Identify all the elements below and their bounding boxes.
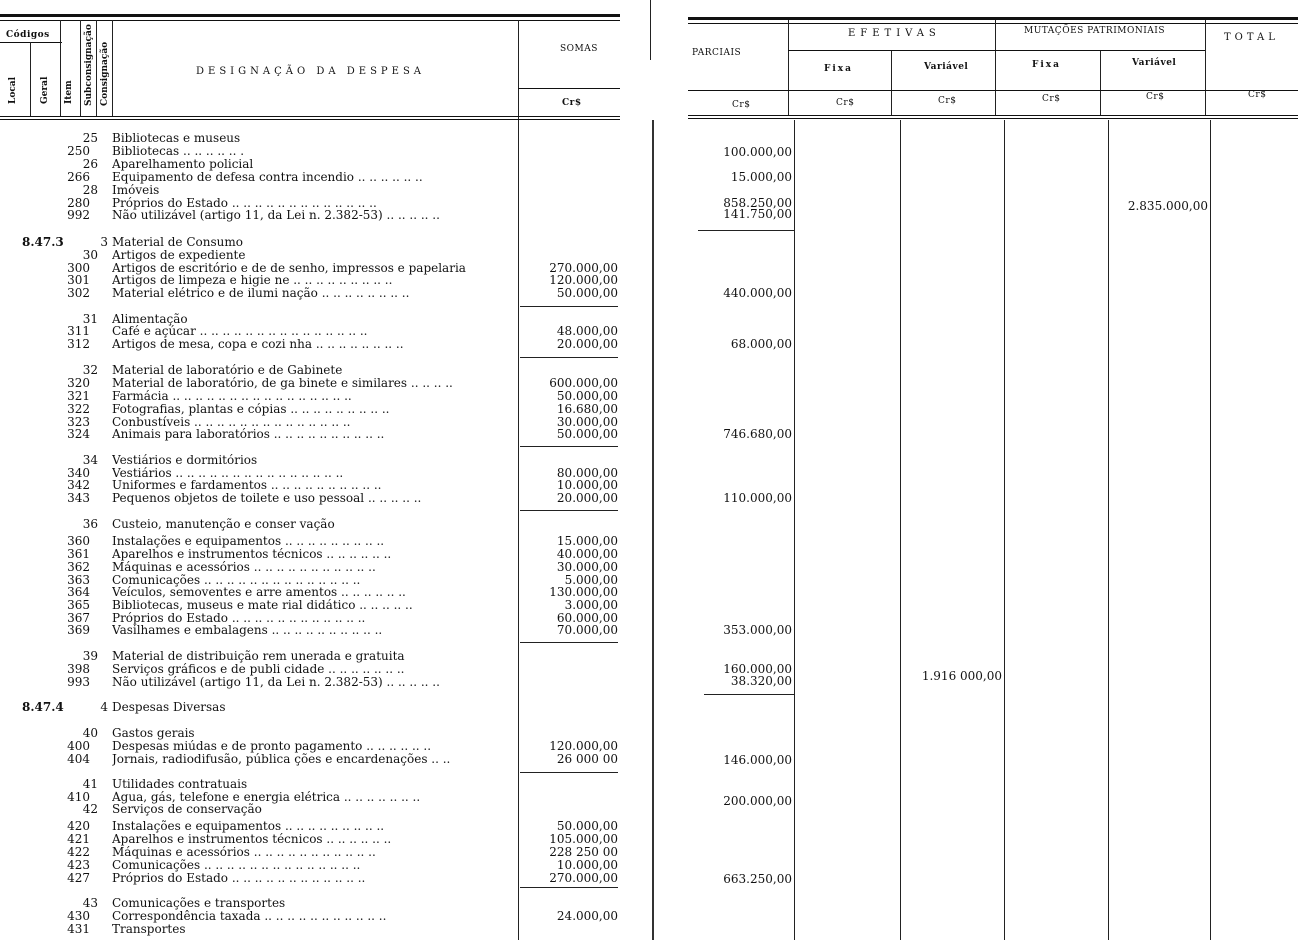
geral-code: 422 [67, 845, 90, 859]
item-header: Item [64, 80, 74, 104]
soma-value: 26 000 00 [556, 752, 618, 766]
col-sep-2 [60, 20, 61, 116]
expense-description: Serviços de conservação [112, 803, 262, 816]
soma-value: 30.000,00 [556, 415, 618, 429]
table-row [0, 624, 622, 637]
top-rule-thin [0, 20, 620, 21]
col-sep-5 [112, 20, 113, 116]
variavel-header-2: Variável [1132, 58, 1177, 68]
r-header-bottom [688, 115, 1298, 116]
geral-code: 39 [82, 649, 98, 663]
table-row [0, 158, 622, 171]
geral-code: 41 [82, 777, 98, 791]
geral-code: 26 [82, 157, 98, 171]
expense-description: Bibliotecas e museus [112, 132, 241, 145]
left-currency: Cr$ [562, 98, 582, 108]
table-row [0, 249, 622, 262]
r-body-sep-2 [900, 120, 901, 940]
local-code: 8.47.3 [22, 235, 64, 249]
geral-code: 400 [67, 739, 90, 753]
table-row [0, 650, 622, 663]
expense-description: Máquinas e acessórios .. .. .. .. .. .. .. .. .. .. .. [112, 846, 376, 859]
r-sep-4 [891, 50, 892, 116]
subtotal-rule-3 [520, 446, 618, 447]
soma-value: 50.000,00 [556, 427, 618, 441]
currency-rule [688, 90, 1298, 91]
geral-code: 410 [67, 790, 90, 804]
geral-header: Geral [40, 76, 50, 104]
consignacao-header: Consignação [100, 41, 110, 106]
expense-description: Vasilhames e embalagens .. .. .. .. .. .. .. .. .. .. [112, 624, 383, 637]
soma-value: 270.000,00 [549, 261, 618, 275]
table-row [0, 803, 622, 816]
header-bottom-rule-2 [0, 119, 620, 120]
expense-description: Utilidades contratuais [112, 778, 248, 791]
geral-code: 43 [82, 896, 98, 910]
table-row [0, 454, 622, 467]
soma-value: 130.000,00 [549, 585, 618, 599]
geral-code: 322 [67, 402, 90, 416]
geral-code: 266 [67, 170, 90, 184]
geral-code: 36 [82, 517, 98, 531]
r-body-sep-5 [1210, 120, 1211, 940]
table-row [0, 479, 622, 492]
geral-code: 280 [67, 196, 90, 210]
expense-description: Instalações e equipamentos .. .. .. .. .. .. .. .. .. [112, 535, 385, 548]
soma-value: 270.000,00 [549, 871, 618, 885]
geral-code: 423 [67, 858, 90, 872]
r-group-rule-1 [698, 230, 794, 231]
expense-description: Pequenos objetos de toilete e uso pessoal .. .. .. .. .. [112, 492, 422, 505]
r-sep-2 [995, 20, 996, 116]
soma-value: 20.000,00 [556, 491, 618, 505]
table-row [0, 274, 622, 287]
col-sep-1 [30, 42, 31, 116]
table-row [0, 209, 622, 222]
table-row [0, 561, 622, 574]
table-row [0, 390, 622, 403]
soma-value: 70.000,00 [556, 623, 618, 637]
table-row [0, 599, 622, 612]
expense-description: Bibliotecas, museus e mate rial didático .. .. .. .. .. [112, 599, 413, 612]
table-row [0, 910, 622, 923]
expense-description: Aparelhamento policial [112, 158, 254, 171]
header-bottom-rule [0, 116, 620, 117]
expense-description: Alimentação [112, 313, 188, 326]
parcial-value: 663.250,00 [723, 872, 792, 886]
expense-description: Material de distribuição rem unerada e gratuita [112, 650, 405, 663]
expense-description: Artigos de expediente [112, 249, 246, 262]
subtotal-rule-2 [520, 357, 618, 358]
soma-value: 5.000,00 [564, 573, 618, 587]
expense-description: Aparelhos e instrumentos técnicos .. .. .. .. .. .. [112, 833, 392, 846]
parcial-value: 353.000,00 [723, 623, 792, 637]
table-row [0, 492, 622, 505]
geral-code: 320 [67, 376, 90, 390]
table-row [0, 833, 622, 846]
expense-description: Comunicações .. .. .. .. .. .. .. .. .. .. .. .. .. .. [112, 574, 361, 587]
parcial-value: 15.000,00 [730, 170, 792, 184]
parcial-value: 110.000,00 [723, 491, 792, 505]
table-row [0, 325, 622, 338]
parcial-value: 100.000,00 [723, 145, 792, 159]
r-body-sep-4 [1108, 120, 1109, 940]
geral-code: 34 [82, 453, 98, 467]
geral-code: 431 [67, 922, 90, 936]
top-rule [0, 14, 620, 17]
geral-code: 340 [67, 466, 90, 480]
expense-description: Transportes [112, 923, 186, 936]
right-top-rule [688, 17, 1298, 20]
table-row [0, 518, 622, 531]
table-row [0, 872, 622, 885]
table-row [0, 428, 622, 441]
parcial-value: 746.680,00 [723, 427, 792, 441]
expense-description: Uniformes e fardamentos .. .. .. .. .. .. .. .. .. .. [112, 479, 382, 492]
expense-description: Veículos, semoventes e arre amentos .. .. .. .. .. .. [112, 586, 406, 599]
expense-description: Material de Consumo [112, 236, 243, 249]
subheader-rule [788, 50, 1205, 51]
expense-description: Serviços gráficos e de publi cidade .. .. .. .. .. .. .. [112, 663, 405, 676]
right-top-rule-thin [688, 23, 1298, 24]
soma-value: 10.000,00 [556, 478, 618, 492]
table-row [0, 132, 622, 145]
r-sep-5 [1100, 50, 1101, 116]
parcial-value: 200.000,00 [723, 794, 792, 808]
mutacao-variavel-value: 2.835.000,00 [1127, 199, 1208, 213]
local-header: Local [8, 76, 18, 104]
expense-description: Máquinas e acessórios .. .. .. .. .. .. .. .. .. .. .. [112, 561, 376, 574]
expense-description: Farmácia .. .. .. .. .. .. .. .. .. .. .. .. .. .. .. .. [112, 390, 352, 403]
r-body-sep-1 [794, 120, 795, 940]
fixa-header-1: Fixa [824, 64, 854, 74]
right-page [688, 0, 1298, 942]
expense-description: Material elétrico e de ilumi nação .. .. .. .. .. .. .. .. [112, 287, 410, 300]
expense-description: Próprios do Estado .. .. .. .. .. .. .. .. .. .. .. .. [112, 612, 366, 625]
table-row [0, 287, 622, 300]
left-page [0, 0, 622, 942]
geral-code: 993 [67, 675, 90, 689]
geral-code: 364 [67, 585, 90, 599]
expense-description: Artigos de escritório e de de senho, impressos e papelaria [112, 262, 466, 275]
expense-description: Animais para laboratórios .. .. .. .. .. .. .. .. .. .. [112, 428, 385, 441]
geral-code: 365 [67, 598, 90, 612]
table-row [0, 548, 622, 561]
geral-code: 302 [67, 286, 90, 300]
r-currency-3: Cr$ [938, 96, 957, 106]
geral-code: 421 [67, 832, 90, 846]
parcial-value: 160.000,00 [723, 662, 792, 676]
somas-header: SOMAS [560, 44, 598, 54]
r-body-sep-3 [1004, 120, 1005, 940]
parciais-header: PARCIAIS [692, 48, 742, 58]
soma-value: 50.000,00 [556, 286, 618, 300]
table-row [0, 859, 622, 872]
r-currency-4: Cr$ [1042, 94, 1061, 104]
soma-value: 10.000,00 [556, 858, 618, 872]
geral-code: 367 [67, 611, 90, 625]
geral-code: 343 [67, 491, 90, 505]
table-row [0, 377, 622, 390]
table-row [0, 727, 622, 740]
subconsignacao-header: Subconsignação [84, 24, 94, 106]
geral-code: 360 [67, 534, 90, 548]
expense-description: Próprios do Estado .. .. .. .. .. .. .. .. .. .. .. .. [112, 872, 366, 885]
soma-value: 600.000,00 [549, 376, 618, 390]
r-group-rule-2 [704, 694, 794, 695]
geral-code: 992 [67, 208, 90, 222]
soma-value: 120.000,00 [549, 739, 618, 753]
geral-code: 25 [82, 131, 98, 145]
table-row [0, 778, 622, 791]
expense-description: Água, gás, telefone e energia elétrica .. .. .. .. .. .. .. [112, 791, 421, 804]
r-sep-1 [788, 20, 789, 116]
expense-description: Comunicações .. .. .. .. .. .. .. .. .. .. .. .. .. .. [112, 859, 361, 872]
parcial-value: 141.750,00 [723, 207, 792, 221]
expense-description: Material de laboratório e de Gabinete [112, 364, 343, 377]
col-sep-3 [80, 20, 81, 116]
soma-value: 30.000,00 [556, 560, 618, 574]
geral-code: 420 [67, 819, 90, 833]
table-row [0, 846, 622, 859]
geral-code: 427 [67, 871, 90, 885]
somas-sep [518, 88, 620, 89]
expense-description: Próprios do Estado .. .. .. .. .. .. .. .. .. .. .. .. .. [112, 197, 377, 210]
r-currency-2: Cr$ [836, 98, 855, 108]
geral-code: 30 [82, 248, 98, 262]
soma-value: 60.000,00 [556, 611, 618, 625]
expense-description: Equipamento de defesa contra incendio .. .. .. .. .. .. [112, 171, 423, 184]
table-row [0, 676, 622, 689]
expense-description: Material de laboratório, de ga binete e similares .. .. .. .. [112, 377, 453, 390]
expense-description: Vestiários e dormitórios [112, 454, 258, 467]
table-row [0, 586, 622, 599]
expense-description: Despesas miúdas e de pronto pagamento .. .. .. .. .. .. [112, 740, 432, 753]
geral-code: 321 [67, 389, 90, 403]
subtotal-rule-5 [520, 642, 618, 643]
expense-description: Fotografias, plantas e cópias .. .. .. .. .. .. .. .. .. [112, 403, 390, 416]
geral-code: 323 [67, 415, 90, 429]
subtotal-rule-1 [520, 306, 618, 307]
efetivas-header: EFETIVAS [848, 28, 941, 39]
expense-description: Bibliotecas .. .. .. .. .. . [112, 145, 245, 158]
table-row [0, 663, 622, 676]
parcial-value: 68.000,00 [730, 337, 792, 351]
expense-description: Imóveis [112, 184, 160, 197]
table-row [0, 820, 622, 833]
expense-description: Comunicações e transportes [112, 897, 286, 910]
geral-code: 369 [67, 623, 90, 637]
soma-value: 20.000,00 [556, 337, 618, 351]
expense-description: Custeio, manutenção e conser vação [112, 518, 335, 531]
expense-description: Correspondência taxada .. .. .. .. .. .. .. .. .. .. .. [112, 910, 387, 923]
table-row [0, 740, 622, 753]
geral-code: 324 [67, 427, 90, 441]
geral-code: 42 [82, 802, 98, 816]
table-row [0, 338, 622, 351]
soma-value: 48.000,00 [556, 324, 618, 338]
soma-value: 3.000,00 [564, 598, 618, 612]
soma-value: 50.000,00 [556, 819, 618, 833]
expense-description: Conbustíveis .. .. .. .. .. .. .. .. .. .. .. .. .. .. [112, 416, 351, 429]
geral-code: 3 [100, 235, 108, 249]
soma-value: 80.000,00 [556, 466, 618, 480]
table-row [0, 897, 622, 910]
gutter-line [650, 0, 651, 60]
geral-code: 311 [67, 324, 90, 338]
total-header: TOTAL [1224, 32, 1279, 43]
expense-description: Artigos de mesa, copa e cozi nha .. .. .. .. .. .. .. .. [112, 338, 404, 351]
codigos-underline [0, 42, 62, 43]
soma-value: 16.680,00 [556, 402, 618, 416]
geral-code: 361 [67, 547, 90, 561]
subtotal-rule-4 [520, 510, 618, 511]
soma-value: 15.000,00 [556, 534, 618, 548]
expense-description: Não utilizável (artigo 11, da Lei n. 2.382-53) .. .. .. .. .. [112, 676, 440, 689]
r-header-bottom-2 [688, 118, 1298, 119]
geral-code: 363 [67, 573, 90, 587]
geral-code: 404 [67, 752, 90, 766]
table-row [0, 364, 622, 377]
expense-description: Não utilizável (artigo 11, da Lei n. 2.382-53) .. .. .. .. .. [112, 209, 440, 222]
designacao-header: DESIGNAÇÃO DA DESPESA [196, 66, 426, 77]
parcial-value: 440.000,00 [723, 286, 792, 300]
soma-value: 228 250 00 [549, 845, 618, 859]
geral-code: 430 [67, 909, 90, 923]
soma-value: 120.000,00 [549, 273, 618, 287]
codigos-header: Códigos [6, 30, 50, 40]
soma-value: 50.000,00 [556, 389, 618, 403]
expense-description: Gastos gerais [112, 727, 195, 740]
table-row [0, 403, 622, 416]
geral-code: 398 [67, 662, 90, 676]
expense-description: Café e açúcar .. .. .. .. .. .. .. .. .. .. .. .. .. .. .. [112, 325, 368, 338]
parcial-value: 38.320,00 [730, 674, 792, 688]
geral-code: 250 [67, 144, 90, 158]
expense-description: Instalações e equipamentos .. .. .. .. .. .. .. .. .. [112, 820, 385, 833]
expense-description: Vestiários .. .. .. .. .. .. .. .. .. .. .. .. .. .. .. [112, 467, 344, 480]
geral-code: 312 [67, 337, 90, 351]
r-sep-3 [1205, 20, 1206, 116]
expense-description: Jornais, radiodifusão, pública ções e encardenações .. .. [112, 753, 451, 766]
subtotal-rule-7 [520, 887, 618, 888]
fixa-header-2: Fixa [1032, 60, 1062, 70]
expense-description: Aparelhos e instrumentos técnicos .. .. .. .. .. .. [112, 548, 392, 561]
mutacoes-header: MUTAÇÕES PATRIMONIAIS [1024, 26, 1165, 36]
geral-code: 40 [82, 726, 98, 740]
geral-code: 342 [67, 478, 90, 492]
parcial-value: 858.250,00 [723, 196, 792, 210]
geral-code: 32 [82, 363, 98, 377]
gutter-line-2 [652, 120, 654, 940]
geral-code: 4 [100, 700, 108, 714]
table-row [0, 701, 622, 714]
soma-value: 105.000,00 [549, 832, 618, 846]
geral-code: 362 [67, 560, 90, 574]
soma-value: 40.000,00 [556, 547, 618, 561]
variavel-header-1: Variável [924, 62, 969, 72]
geral-code: 28 [82, 183, 98, 197]
parcial-value: 146.000,00 [723, 753, 792, 767]
table-row [0, 184, 622, 197]
r-currency-6: Cr$ [1248, 90, 1267, 100]
expense-description: Artigos de limpeza e higie ne .. .. .. .. .. .. .. .. .. [112, 274, 393, 287]
soma-value: 24.000,00 [556, 909, 618, 923]
geral-code: 300 [67, 261, 90, 275]
efetiva-variavel-value: 1.916 000,00 [921, 669, 1002, 683]
table-row [0, 753, 622, 766]
local-code: 8.47.4 [22, 700, 64, 714]
expense-description: Despesas Diversas [112, 701, 226, 714]
geral-code: 31 [82, 312, 98, 326]
r-currency-5: Cr$ [1146, 92, 1165, 102]
table-row [0, 535, 622, 548]
table-row [0, 923, 622, 936]
subtotal-rule-6 [520, 772, 618, 773]
col-sep-4 [96, 20, 97, 116]
geral-code: 301 [67, 273, 90, 287]
r-currency-1: Cr$ [732, 100, 751, 110]
